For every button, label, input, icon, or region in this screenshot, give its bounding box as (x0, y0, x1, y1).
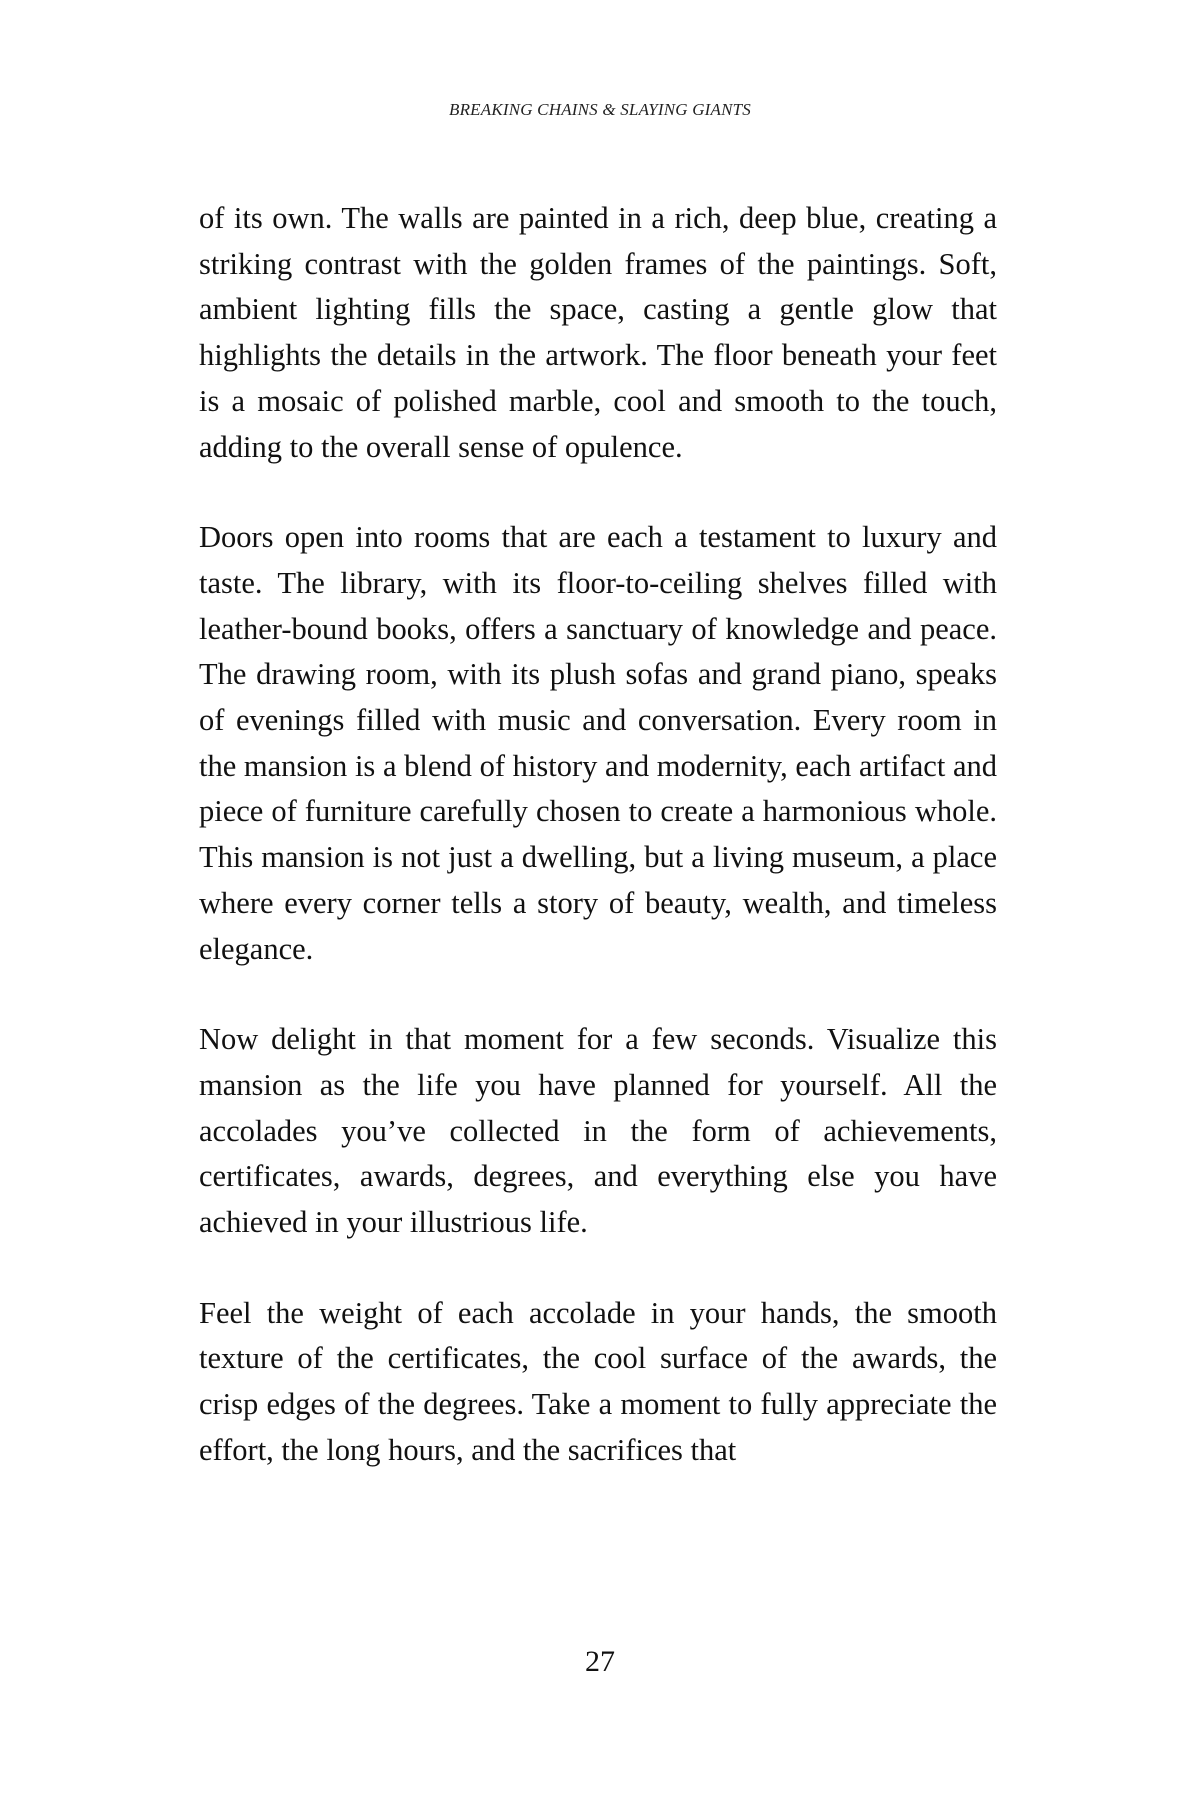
paragraph-3: Now delight in that moment for a few seconds. Visualize this mansion as the life you have planned for yourself. All the accolades you’ve collected in the form of achievements, certificates, awards, degrees, and everything else you have achieved in your illustrious life. (199, 1022, 997, 1240)
page-number: 27 (585, 1645, 615, 1678)
paragraph-4: Feel the weight of each accolade in your hands, the smooth texture of the certificates, the cool surface of the awards, the crisp edges of the degrees. Take a moment to fully appreciate the effort, the long hours, and the sacrifices that (199, 1295, 997, 1467)
paragraph-1: of its own. The walls are painted in a rich, deep blue, creating a striking contrast with the golden frames of the paintings. Soft, ambient lighting fills the space, casting a gentle glow that highlights the details in the artwork. The floor beneath your feet is a mosaic of polished marble, cool and smooth to the touch, adding to the overall sense of opulence. (199, 201, 997, 464)
paragraph-2: Doors open into rooms that are each a testament to luxury and taste. The library, with its floor-to-ceiling shelves filled with leather-bound books, offers a sanctuary of knowledge and peace. The drawing room, with its plush sofas and grand piano, speaks of evenings filled with music and conversation. Every room in the mansion is a blend of history and modernity, each artifact and piece of furniture carefully chosen to create a harmonious whole. This mansion is not just a dwelling, but a living museum, a place where every corner tells a story of beauty, wealth, and timeless elegance. (199, 520, 997, 966)
body-text (199, 196, 997, 1519)
running-header: BREAKING CHAINS & SLAYING GIANTS (448, 100, 752, 119)
